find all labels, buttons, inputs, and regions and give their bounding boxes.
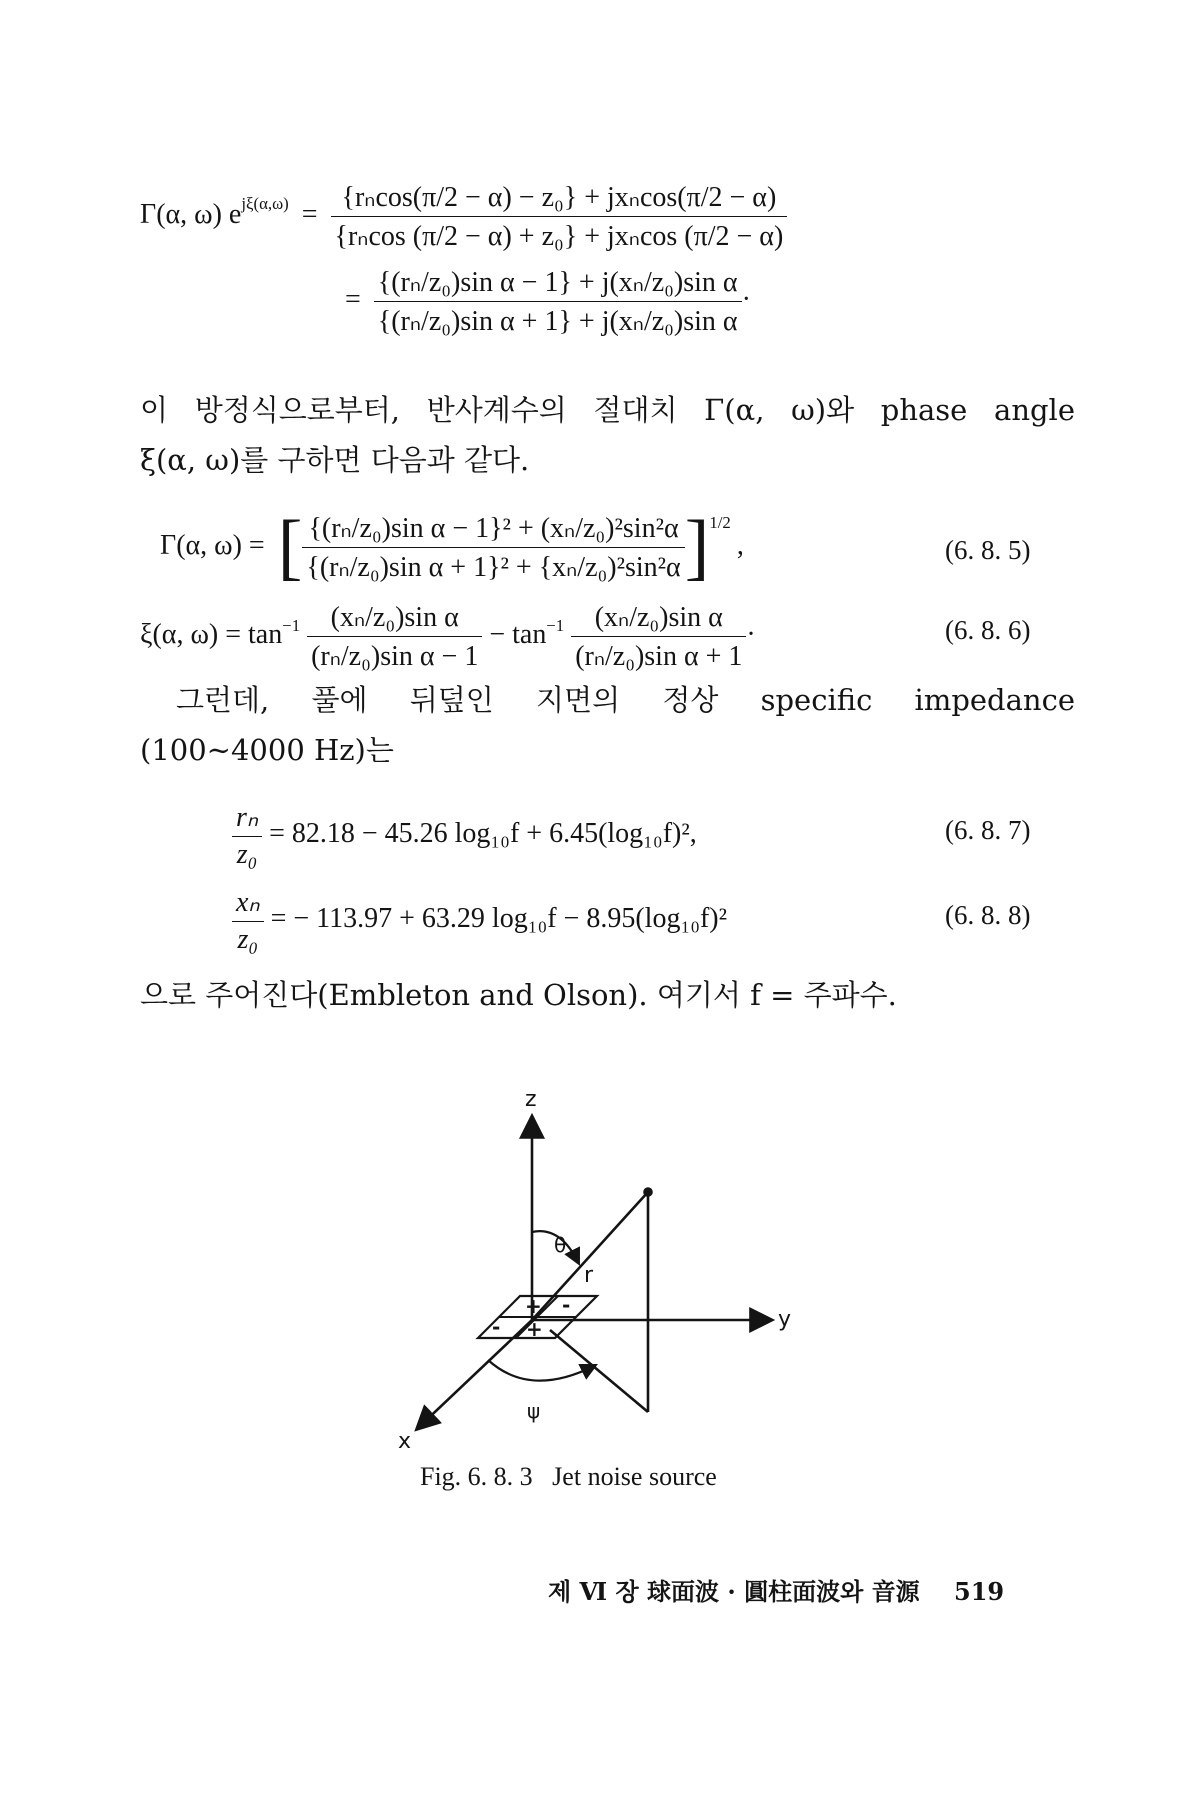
eq5-numerator: {(rₙ/z₀)sin α − 1}² + (xₙ/z₀)²sin²α — [302, 511, 684, 548]
eq5-denominator: {(rₙ/z₀)sin α + 1}² + {xₙ/z₀)²sin²α — [306, 552, 681, 583]
eq8-rhs: = − 113.97 + 63.29 log₁₀f − 8.95(log₁₀f)² — [270, 902, 728, 934]
eq6-number: (6. 8. 6) — [945, 615, 1031, 645]
eq1-lhs-sup: jξ(α,ω) — [241, 193, 289, 213]
eq6-denominator-2: (rₙ/z₀)sin α + 1 — [575, 641, 743, 672]
eq5-number: (6. 8. 5) — [945, 535, 1031, 565]
eq1-rel: = — [301, 198, 318, 230]
para1-line-1: 이 방정식으로부터, 반사계수의 절대치 Γ(α, ω)와 phase angle — [140, 393, 1075, 427]
x-label: x — [398, 1429, 412, 1454]
para3-line: 으로 주어진다(Embleton and Olson). 여기서 f = 주파수. — [140, 978, 897, 1012]
r-vector — [532, 1192, 648, 1320]
page-number: 519 — [954, 1577, 1005, 1606]
eq8-denominator: z₀ — [237, 924, 259, 955]
eq2-end: · — [741, 283, 751, 315]
minus-upper-label: - — [562, 1293, 571, 1317]
plus-lower-label: + — [526, 1317, 543, 1341]
eq6-numerator-1: (xₙ/z₀)sin α — [307, 600, 482, 637]
projection-line — [550, 1330, 648, 1412]
eq7-numerator: rₙ — [232, 800, 262, 837]
eq5-exponent: 1/2 — [709, 512, 731, 532]
theta-label: θ — [554, 1233, 567, 1257]
eq5-left-bracket: [ — [277, 506, 303, 588]
eq2-denominator: {(rₙ/z₀)sin α + 1} + j(xₙ/z₀)sin α — [377, 306, 738, 337]
eq2-numerator: {(rₙ/z₀)sin α − 1} + j(xₙ/z₀)sin α — [374, 265, 742, 302]
psi-arc — [488, 1360, 594, 1381]
r-label: r — [584, 1263, 594, 1288]
running-footer — [548, 1572, 1004, 1607]
eq6-numerator-2: (xₙ/z₀)sin α — [571, 600, 746, 637]
eq6-end: · — [746, 618, 756, 650]
eq6-denominator-1: (rₙ/z₀)sin α − 1 — [311, 641, 479, 672]
z-label: z — [525, 1087, 537, 1112]
y-label: y — [778, 1307, 792, 1332]
eq8-number: (6. 8. 8) — [945, 900, 1031, 930]
eq5-end: , — [736, 529, 744, 561]
eq6-lhs: ξ(α, ω) = tan — [140, 618, 283, 650]
para2-line-2: (100∼4000 Hz)는 — [140, 733, 394, 767]
footer-chapter-title: 제 Ⅵ 장 球面波 · 圓柱面波와 音源 — [548, 1577, 920, 1606]
eq7-rhs: = 82.18 − 45.26 log₁₀f + 6.45(log₁₀f)², — [269, 817, 697, 849]
x-axis — [418, 1320, 532, 1428]
eq5-right-bracket: ] — [684, 506, 710, 588]
minus-lower-label: - — [492, 1315, 501, 1339]
eq7-denominator: z₀ — [236, 839, 258, 870]
eq6-mid: − tan — [482, 618, 547, 650]
para1-line-2: ξ(α, ω)를 구하면 다음과 같다. — [140, 443, 530, 477]
eq5-lhs: Γ(α, ω) = — [160, 529, 265, 561]
eq1-lhs: Γ(α, ω) e — [140, 198, 242, 230]
eq1-numerator: {rₙcos(π/2 − α) − z₀} + jxₙcos(π/2 − α) — [331, 180, 788, 217]
eq8-numerator: xₙ — [232, 885, 264, 922]
eq1-denominator: {rₙcos (π/2 − α) + z₀} + jxₙcos (π/2 − α) — [334, 221, 784, 252]
psi-label: ψ — [527, 1399, 541, 1423]
figure-caption: Fig. 6. 8. 3 Jet noise source — [420, 1462, 717, 1491]
eq6-sup-1: −1 — [282, 615, 301, 635]
para2-line-1: 그런데, 풀에 뒤덮인 지면의 정상 specific impedance — [176, 683, 1075, 717]
plus-upper-label: + — [525, 1294, 542, 1318]
eq6-sup-2: −1 — [546, 615, 565, 635]
eq7-number: (6. 8. 7) — [945, 815, 1031, 845]
eq2-rel: = — [345, 283, 361, 315]
